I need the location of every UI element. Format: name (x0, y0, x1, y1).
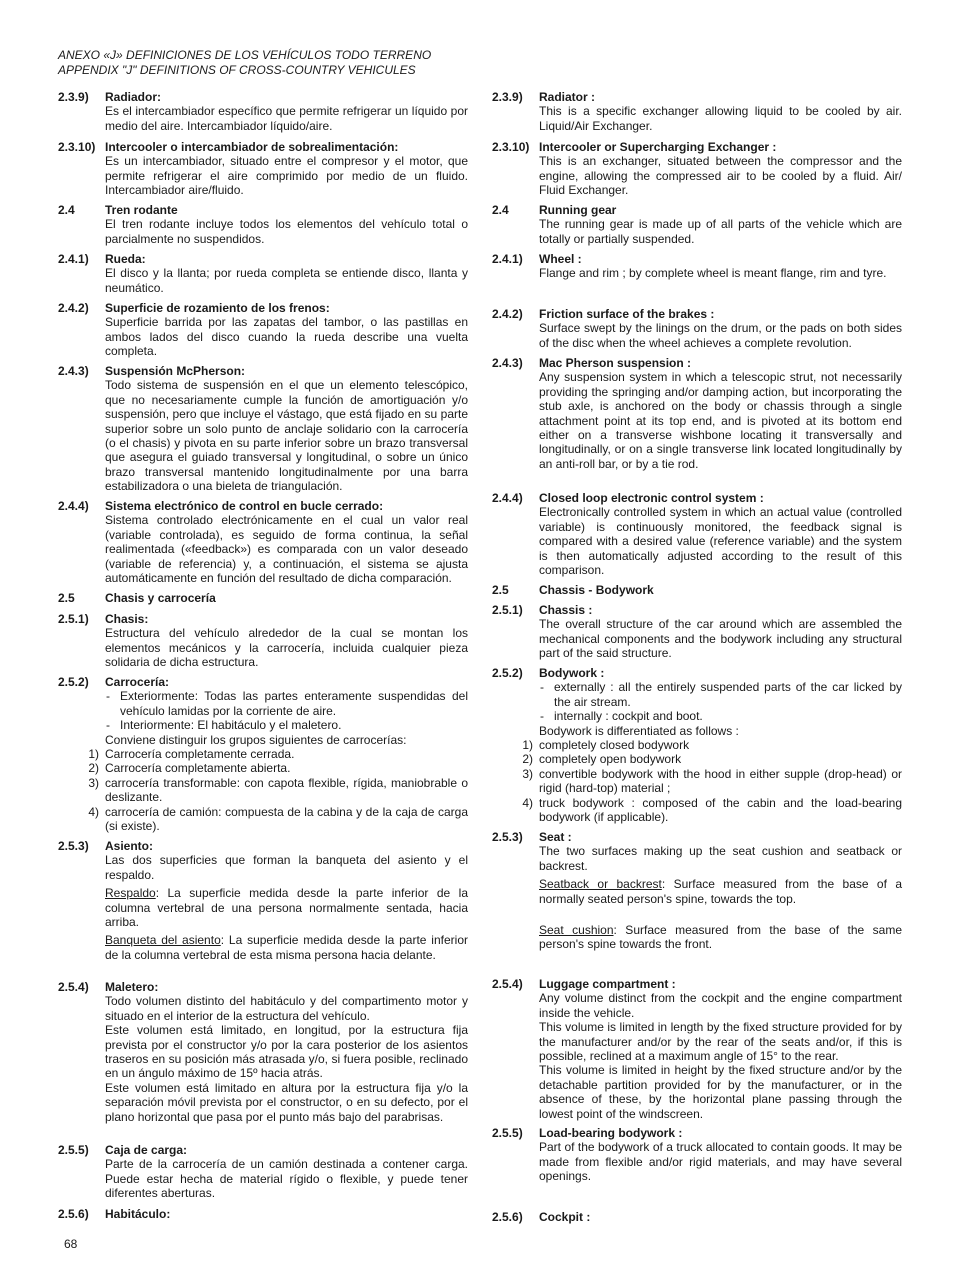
section-title: Running gear (539, 203, 617, 217)
section-number: 2.5 (492, 583, 509, 597)
section-number: 2.4.3) (492, 356, 523, 370)
section-text: This is an exchanger, situated between the compressor and the engine, allowing the compressed air to be cooled by a fluid. Air/ Fluid Exchanger. (539, 154, 902, 198)
section-2-4-3-en (492, 356, 902, 471)
section-number: 2.5.3) (58, 839, 89, 853)
section-title: Chasis: (105, 612, 149, 626)
section-title: Suspensión McPherson: (105, 364, 246, 378)
section-title: Tren rodante (105, 203, 178, 217)
section-number: 2.4 (492, 203, 509, 217)
page-number: 68 (64, 1237, 78, 1251)
section-text: Part of the bodywork of a truck allocated to contain goods. It may be made from flexible and/or rigid materials, and may have several openings. (539, 1140, 902, 1184)
section-title: Chassis : (539, 603, 593, 617)
definition-paragraph: Banqueta del asiento: La superficie medida desde la parte inferior de la columna vertebral de esta misma persona hacia delante. (105, 933, 468, 962)
section-2-5-3-en (492, 830, 902, 952)
section-number: 2.5.4) (58, 980, 89, 994)
section-number: 2.5 (58, 591, 75, 605)
defined-term: Seatback or backrest (539, 877, 662, 892)
section-text: This volume is limited in height by the fixed structure and/or by the detachable partition provided for by the manufacturer, or in the absence of these, by the horizontal plane passing through the lowest point of the windscreen. (539, 1063, 902, 1121)
section-text: Las dos superficies que forman la banqueta del asiento y el respaldo. (105, 853, 468, 882)
section-2-3-9-es (58, 90, 468, 133)
section-2-5-1-es (58, 612, 468, 670)
list-item: - externally : all the entirely suspended parts of the car licked by the air stream. (540, 680, 902, 709)
section-text: Este volumen está limitado, en longitud, por la estructura fija prevista por el constructor y/o por la cara posterior de los asientos traseros en su posición más atrasada y/o, si fuera posible, reclinado en un ángulo máximo de 15º hacia atrás. (105, 1023, 468, 1081)
section-2-5-2-en (492, 666, 902, 824)
defined-term: Banqueta del asiento (105, 933, 221, 948)
section-2-4-4-en (492, 491, 902, 577)
list-item: 3) convertible bodywork with the hood in either supple (drop-head) or rigid (hard-top) material ; (522, 766, 902, 796)
list-item: 3) carrocería transformable: con capota flexible, rígida, maniobrable o deslizante. (88, 775, 468, 805)
section-2-5-2-es (58, 675, 468, 833)
header-title-es: ANEXO «J» DEFINICIONES DE LOS VEHÍCULOS TODO TERRENO (58, 48, 432, 62)
section-text: Estructura del vehículo alrededor de la cual se montan los elementos mecánicos y la carrocería, incluida cualquier pieza solidaria de dicha estructura. (105, 626, 468, 670)
section-text: Es un intercambiador, situado entre el compresor y el motor, que permite refrigerar el aire comprimido por medio de un fluido. Intercambiador aire/fluido. (105, 154, 468, 198)
section-number: 2.5.4) (492, 977, 523, 991)
section-title: Radiador: (105, 90, 162, 104)
section-title: Carrocería: (105, 675, 170, 689)
section-title: Chasis y carrocería (105, 591, 216, 605)
list-item: 4) truck bodywork : composed of the cabin and the load-bearing bodywork (if applicable). (522, 795, 902, 825)
section-2-5-5-en (492, 1126, 902, 1184)
section-title: Caja de carga: (105, 1143, 188, 1157)
section-2-4-1-es (58, 252, 468, 295)
section-title: Closed loop electronic control system : (539, 491, 764, 505)
section-title: Habitáculo: (105, 1207, 171, 1221)
section-number: 2.4 (58, 203, 75, 217)
section-text: Todo volumen distinto del habitáculo y del compartimento motor y situado en el interior de la estructura del vehículo. (105, 994, 468, 1023)
section-2-4-2-es (58, 301, 468, 359)
section-text: The overall structure of the car around which are assembled the mechanical components and the bodywork including any structural part of the said structure. (539, 617, 902, 661)
section-2-4-2-en (492, 307, 902, 350)
section-2-5-4-es (58, 980, 468, 1124)
section-title: Intercooler o intercambiador de sobrealimentación: (105, 140, 399, 154)
section-2-5-5-es (58, 1143, 468, 1201)
section-2-5-1-en (492, 603, 902, 661)
section-2-5-6-es (58, 1207, 468, 1221)
section-text: Flange and rim ; by complete wheel is meant flange, rim and tyre. (539, 266, 887, 281)
section-title: Cockpit : (539, 1210, 591, 1224)
section-number: 2.3.10) (492, 140, 530, 154)
list-item: - internally : cockpit and boot. (540, 709, 703, 724)
section-number: 2.5.6) (58, 1207, 89, 1221)
page-header (58, 48, 431, 78)
section-text: Any volume distinct from the cockpit and the engine compartment inside the vehicle. (539, 991, 902, 1020)
section-2-4-4-es (58, 499, 468, 585)
section-text: Superficie barrida por las zapatas del tambor, o las pastillas en ambos lados del disco cuando la rueda describe una vuelta completa. (105, 315, 468, 359)
section-text: El disco y la llanta; por rueda completa se entiende disco, llanta y neumático. (105, 266, 468, 295)
section-title: Bodywork : (539, 666, 605, 680)
defined-term: Respaldo (105, 886, 156, 901)
definition-paragraph: Seat cushion: Surface measured from the base of the same person's spine towards the front. (539, 923, 902, 952)
section-title: Rueda: (105, 252, 146, 266)
section-text: This volume is limited in length by the fixed structure provided for by the manufacturer and/or by the rear of the seats and/or, if this is possible, reclined at a maximum angle of 15° to the rear. (539, 1020, 902, 1064)
section-text: This is a specific exchanger allowing liquid to be cooled by air. Liquid/Air Exchanger. (539, 104, 902, 133)
section-2-5-4-en (492, 977, 902, 1121)
section-text: Electronically controlled system in which an actual value (controlled variable) is continuously monitored, the feedback signal is compared with a desired value (reference variable) and the system is then automatically adjusted according to the result of this comparison. (539, 505, 902, 578)
section-number: 2.4.1) (58, 252, 89, 266)
list-item: - Exteriormente: Todas las partes enteramente suspendidas del vehículo lamidas por la corriente de aire. (106, 689, 468, 718)
list-item: 1) Carrocería completamente cerrada. (88, 747, 295, 762)
list-item: 2) completely open bodywork (522, 752, 682, 767)
header-title-en: APPENDIX "J" DEFINITIONS OF CROSS-COUNTRY VEHICULES (58, 63, 416, 77)
section-text: Sistema controlado electrónicamente en el cual un valor real (variable controlada), es seguido de forma continua, la señal realimentada («feedback») es comparada con un valor deseado (variable de referencia) y, a continuación, el sistema se ajusta automáticamente en función del resultado de dicha comparación. (105, 513, 468, 586)
definition-paragraph: Seatback or backrest: Surface measured from the base of a normally seated person's spine, towards the top. (539, 877, 902, 906)
section-title: Maletero: (105, 980, 159, 994)
section-number: 2.5.5) (492, 1126, 523, 1140)
section-2-5-6-en (492, 1210, 902, 1224)
section-number: 2.4.4) (58, 499, 89, 513)
section-number: 2.3.10) (58, 140, 96, 154)
section-2-4-1-en (492, 252, 902, 281)
section-text: Conviene distinguir los grupos siguientes de carrocerías: (105, 732, 407, 747)
section-text: Bodywork is differentiated as follows : (539, 723, 739, 738)
list-item: 4) carrocería de camión: compuesta de la cabina y de la caja de carga (si existe). (88, 804, 468, 834)
section-text: Este volumen está limitado en altura por la estructura fija y/o la separación móvil prevista por el constructor, o en su defecto, por el plano horizontal que pasa por el punto más bajo del parabrisas. (105, 1080, 468, 1124)
section-number: 2.5.1) (58, 612, 89, 626)
section-text: Parte de la carrocería de un camión destinada a contener carga. Puede estar hecha de material rígido o flexible, y puede tener diferentes aberturas. (105, 1157, 468, 1201)
section-number: 2.5.3) (492, 830, 523, 844)
section-2-4-3-es (58, 364, 468, 494)
section-number: 2.4.2) (492, 307, 523, 321)
section-number: 2.5.2) (58, 675, 89, 689)
section-2-3-10-es (58, 140, 468, 198)
list-item: 2) Carrocería completamente abierta. (88, 761, 291, 776)
section-title: Superficie de rozamiento de los frenos: (105, 301, 330, 315)
section-title: Asiento: (105, 839, 153, 853)
section-text: El tren rodante incluye todos los elementos del vehículo total o parcialmente no suspendidos. (105, 217, 468, 246)
section-number: 2.5.1) (492, 603, 523, 617)
section-text: Todo sistema de suspensión en el que un elemento telescópico, que no necesariamente cumple la función de amortiguación y/o suspensión, pero que incluye el vástago, que está fijado en su parte superior sobre un solo punto de anclaje solidario con la carrocería (o el chasis) y pivota en su parte inferior sobre un brazo transversal que asegura el guiado transversal y longitudinal, o sobre un único brazo transversal mantenido longitudinalmente por una barra estabilizadora o una bieleta de triangulación. (105, 378, 468, 494)
section-title: Chassis - Bodywork (539, 583, 654, 597)
section-2-4-en (492, 203, 902, 246)
section-number: 2.5.5) (58, 1143, 89, 1157)
section-2-4-es (58, 203, 468, 246)
section-text: Any suspension system in which a telescopic strut, not necessarily providing the springing and/or damping action, but incorporating the stub axle, is anchored on the body or chassis through a single attachment point at its top end, and is pivoted at its bottom end either on a transverse wishbone locating it transversally and longitudinally, or on a single transverse link located longitudinally by an anti-roll bar, or by a tie rod. (539, 370, 902, 471)
list-item: 1) completely closed bodywork (522, 738, 690, 753)
defined-term: Seat cushion (539, 923, 614, 938)
section-text: Es el intercambiador específico que permite refrigerar un líquido por medio del aire. Intercambiador líquido/aire. (105, 104, 468, 133)
section-title: Load-bearing bodywork : (539, 1126, 683, 1140)
section-title: Luggage compartment : (539, 977, 676, 991)
section-title: Radiator : (539, 90, 596, 104)
section-2-5-es (58, 591, 468, 605)
section-number: 2.5.6) (492, 1210, 523, 1224)
section-title: Friction surface of the brakes : (539, 307, 715, 321)
section-text: Surface swept by the linings on the drum, or the pads on both sides of the disc when the wheel achieves a complete revolution. (539, 321, 902, 350)
section-title: Mac Pherson suspension : (539, 356, 692, 370)
section-text: The running gear is made up of all parts of the vehicle which are totally or partially suspended. (539, 217, 902, 246)
section-title: Wheel : (539, 252, 582, 266)
section-number: 2.4.4) (492, 491, 523, 505)
section-number: 2.5.2) (492, 666, 523, 680)
definition-paragraph: Respaldo: La superficie medida desde la parte inferior de la columna vertebral de una persona normalmente sentada, hacia arriba. (105, 886, 468, 930)
section-number: 2.3.9) (58, 90, 89, 104)
section-text: The two surfaces making up the seat cushion and seatback or backrest. (539, 844, 902, 873)
section-title: Intercooler or Supercharging Exchanger : (539, 140, 777, 154)
section-2-3-10-en (492, 140, 902, 198)
section-2-5-3-es (58, 839, 468, 962)
section-2-5-en (492, 583, 902, 597)
section-number: 2.3.9) (492, 90, 523, 104)
section-title: Seat : (539, 830, 572, 844)
list-item: - Interiormente: El habitáculo y el maletero. (106, 718, 342, 733)
section-number: 2.4.2) (58, 301, 89, 315)
section-number: 2.4.3) (58, 364, 89, 378)
section-title: Sistema electrónico de control en bucle cerrado: (105, 499, 384, 513)
section-number: 2.4.1) (492, 252, 523, 266)
section-2-3-9-en (492, 90, 902, 133)
